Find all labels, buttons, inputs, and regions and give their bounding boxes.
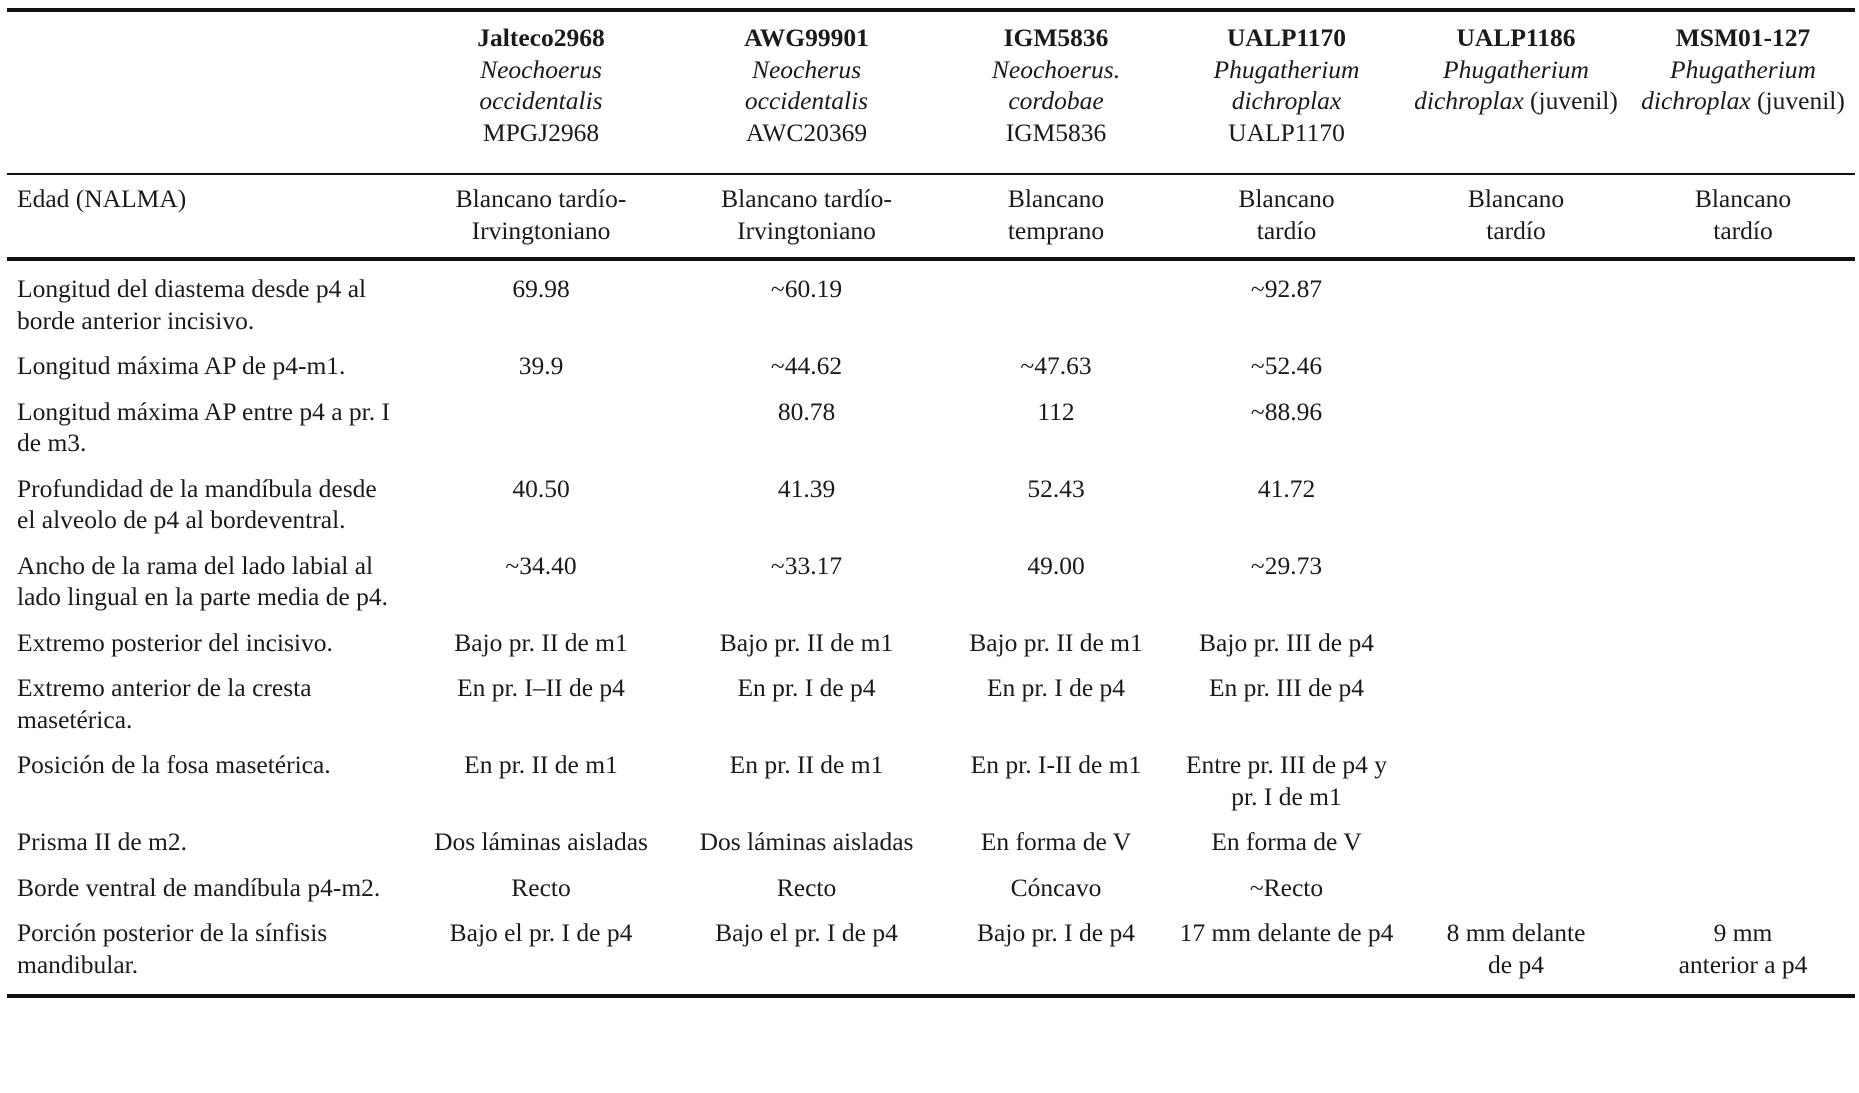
specimen-id: UALP1170 <box>1226 23 1346 52</box>
age-cell: Blancano tardío-Irvingtoniano <box>721 184 892 245</box>
age-cell: Blancano temprano <box>1007 184 1105 245</box>
table-row <box>7 672 1855 749</box>
value-cell <box>1631 872 1855 918</box>
specimen-code: MPGJ2968 <box>482 117 600 147</box>
value-cell <box>1631 350 1855 396</box>
specimen-genus: Neochoerus. <box>991 54 1121 84</box>
specimen-note: (juvenil) <box>1530 86 1618 115</box>
value-cell: 9 mm anterior a p4 <box>1678 918 1808 979</box>
specimen-genus: Neochoerus <box>480 54 602 84</box>
specimen-id: AWG99901 <box>744 23 869 52</box>
value-cell: ~33.17 <box>770 550 843 580</box>
value-cell <box>1631 550 1855 627</box>
value-cell: Bajo pr. II de m1 <box>969 627 1143 657</box>
specimen-species: dichroplax <box>1414 86 1524 115</box>
header-specimen-1 <box>409 10 673 174</box>
specimen-species: dichroplax <box>1641 86 1751 115</box>
value-cell: En pr. I de p4 <box>986 673 1126 702</box>
value-cell <box>1631 749 1855 826</box>
specimen-genus: Phugatherium <box>1213 54 1360 84</box>
value-cell: Bajo el pr. I de p4 <box>449 918 633 947</box>
row-label: Prisma II de m2. <box>17 827 187 856</box>
specimen-code: UALP1170 <box>1228 117 1345 147</box>
value-cell <box>1631 672 1855 749</box>
value-cell: En pr. III de p4 <box>1208 673 1365 702</box>
value-cell: En forma de V <box>980 827 1132 856</box>
value-cell <box>1631 473 1855 550</box>
value-cell: Bajo el pr. I de p4 <box>715 918 898 947</box>
measurement-rows <box>7 259 1855 996</box>
age-cell: Blancano tardío <box>1467 184 1565 245</box>
table-row <box>7 627 1855 673</box>
value-cell: En pr. II de m1 <box>464 750 618 779</box>
value-cell: En pr. I-II de m1 <box>970 750 1142 779</box>
row-label: Longitud máxima AP de p4-m1. <box>17 351 346 380</box>
value-cell: 69.98 <box>512 274 570 303</box>
header-specimen-3 <box>940 10 1172 174</box>
value-cell <box>1401 259 1631 350</box>
specimen-id: MSM01-127 <box>1675 23 1811 52</box>
value-cell: ~Recto <box>1249 872 1324 902</box>
row-label: Longitud máxima AP entre p4 a pr. I de m3. <box>17 396 390 457</box>
value-cell: ~47.63 <box>1020 351 1092 380</box>
header-row <box>7 10 1855 174</box>
specimen-note: (juvenil) <box>1757 86 1845 115</box>
value-cell: En pr. I–II de p4 <box>457 673 625 702</box>
specimen-id: UALP1186 <box>1456 23 1576 52</box>
table-row <box>7 917 1855 996</box>
value-cell: 8 mm delante de p4 <box>1446 918 1586 979</box>
specimen-species-line <box>1401 85 1631 117</box>
value-cell: En pr. II de m1 <box>729 750 884 779</box>
value-cell <box>1401 627 1631 673</box>
value-cell: Dos láminas aisladas <box>434 827 648 856</box>
value-cell: 41.39 <box>777 473 836 503</box>
value-cell: Bajo pr. I de p4 <box>977 918 1135 947</box>
age-row <box>7 174 1855 259</box>
table-row <box>7 259 1855 350</box>
value-cell: Bajo pr. II de m1 <box>454 627 628 657</box>
value-cell <box>1631 259 1855 350</box>
table-row <box>7 473 1855 550</box>
value-cell: 112 <box>1037 396 1075 426</box>
value-cell: 80.78 <box>777 396 836 426</box>
row-label: Profundidad de la mandíbula desde el alveolo de p4 al bordeventral. <box>17 473 377 534</box>
table-row <box>7 872 1855 918</box>
value-cell: Entre pr. III de p4 y pr. I de m1 <box>1185 750 1388 811</box>
value-cell <box>1401 350 1631 396</box>
specimen-species: occidentalis <box>479 86 603 115</box>
row-label: Longitud del diastema desde p4 al borde anterior incisivo. <box>17 274 367 335</box>
value-cell: Bajo pr. II de m1 <box>719 627 894 657</box>
value-cell: ~29.73 <box>1250 550 1323 580</box>
age-cell: Blancano tardío-Irvingtoniano <box>455 184 627 245</box>
specimen-species: cordobae <box>1008 86 1104 115</box>
value-cell: Bajo pr. III de p4 <box>1199 627 1374 657</box>
table-row <box>7 350 1855 396</box>
value-cell: ~34.40 <box>505 550 577 580</box>
value-cell: 39.9 <box>518 351 564 380</box>
value-cell: 17 mm delante de p4 <box>1179 918 1394 947</box>
table-row <box>7 396 1855 473</box>
value-cell: ~52.46 <box>1250 351 1323 380</box>
value-cell: 41.72 <box>1257 473 1316 503</box>
value-cell: 52.43 <box>1027 473 1085 503</box>
row-label: Extremo anterior de la cresta masetérica. <box>17 673 312 734</box>
value-cell: Cóncavo <box>1010 872 1102 902</box>
measurements-table <box>7 8 1855 998</box>
specimen-species: dichroplax <box>1231 86 1342 115</box>
value-cell: ~44.62 <box>770 351 843 380</box>
value-cell <box>1401 749 1631 826</box>
value-cell <box>409 396 673 473</box>
value-cell: 49.00 <box>1027 550 1085 580</box>
specimen-species-line <box>1631 85 1855 117</box>
value-cell <box>1401 550 1631 627</box>
value-cell <box>1631 627 1855 673</box>
value-cell <box>1631 826 1855 872</box>
value-cell <box>1401 473 1631 550</box>
value-cell: En forma de V <box>1211 827 1362 856</box>
specimen-genus: Phugatherium <box>1670 54 1816 84</box>
age-label: Edad (NALMA) <box>17 184 187 213</box>
row-label: Posición de la fosa masetérica. <box>17 750 331 779</box>
value-cell: 40.50 <box>512 473 570 503</box>
value-cell <box>1631 396 1855 473</box>
header-specimen-5 <box>1401 10 1631 174</box>
value-cell: Dos láminas aisladas <box>699 827 914 856</box>
value-cell: ~60.19 <box>770 274 843 303</box>
specimen-code: IGM5836 <box>1005 117 1107 147</box>
specimen-species: occidentalis <box>744 86 869 115</box>
header-specimen-2 <box>673 10 940 174</box>
header-specimen-4 <box>1172 10 1401 174</box>
age-cell: Blancano tardío <box>1238 184 1335 245</box>
value-cell <box>940 259 1172 350</box>
specimen-id: IGM5836 <box>1003 23 1109 52</box>
value-cell: ~92.87 <box>1250 274 1323 303</box>
value-cell: Recto <box>511 872 571 902</box>
row-label: Porción posterior de la sínfisis mandibular. <box>17 918 328 979</box>
specimen-id: Jalteco2968 <box>477 23 605 52</box>
age-cell: Blancano tardío <box>1694 184 1792 245</box>
specimen-genus: Phugatherium <box>1443 54 1589 84</box>
table-row <box>7 826 1855 872</box>
specimen-genus: Neocherus <box>751 54 862 84</box>
row-label: Borde ventral de mandíbula p4-m2. <box>17 872 381 902</box>
value-cell: En pr. I de p4 <box>737 673 876 702</box>
table-row <box>7 749 1855 826</box>
value-cell: Recto <box>776 872 837 902</box>
value-cell <box>1401 872 1631 918</box>
value-cell <box>1401 826 1631 872</box>
specimen-code: AWC20369 <box>745 117 868 147</box>
header-specimen-6 <box>1631 10 1855 174</box>
value-cell <box>1401 396 1631 473</box>
row-label: Ancho de la rama del lado labial al lado lingual en la parte media de p4. <box>17 550 389 611</box>
table-row <box>7 550 1855 627</box>
row-label: Extremo posterior del incisivo. <box>17 627 333 657</box>
header-empty-cell <box>7 10 409 174</box>
value-cell <box>1401 672 1631 749</box>
value-cell: ~88.96 <box>1250 396 1323 426</box>
